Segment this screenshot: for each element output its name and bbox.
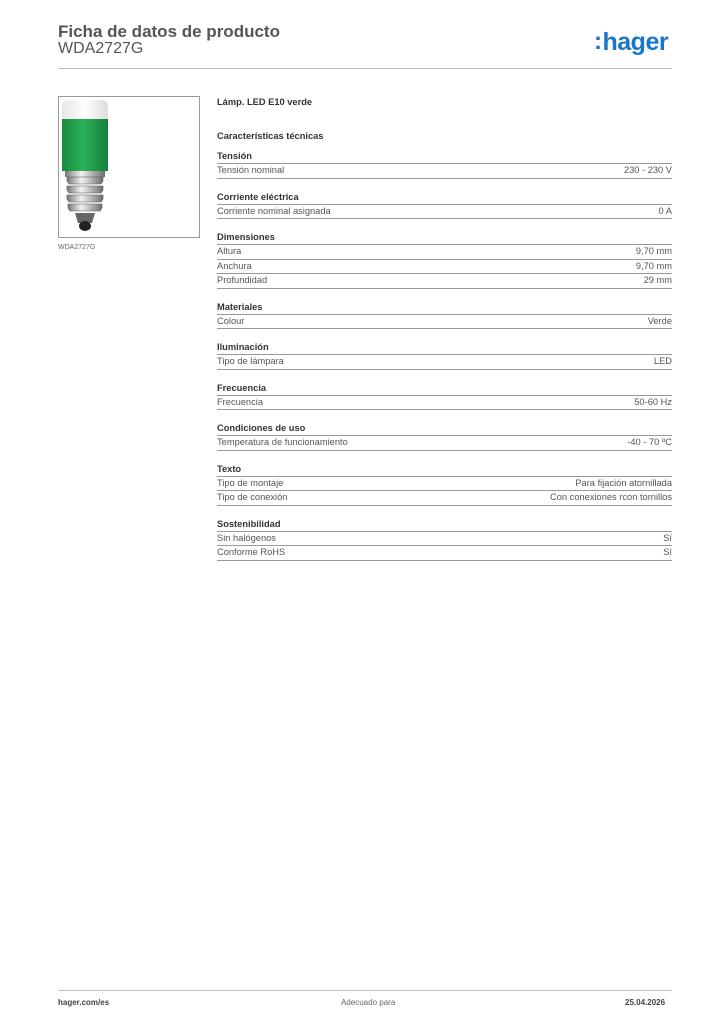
spec-row (217, 477, 672, 492)
spec-value: 0 A (658, 205, 672, 216)
spec-value: Verde (647, 315, 672, 326)
section-title: Sostenibilidad (217, 518, 672, 532)
spec-row (217, 315, 672, 330)
spec-value: Sí (663, 547, 672, 557)
product-image (58, 96, 200, 238)
section-title: Corriente eléctrica (217, 191, 672, 205)
product-code: WDA2727G (58, 40, 144, 57)
spec-label: Anchura (217, 260, 252, 271)
spec-label: Corriente nominal asignada (217, 205, 331, 216)
spec-label: Tipo de montaje (217, 477, 284, 488)
spec-row (217, 355, 672, 370)
spec-label: Sin halógenos (217, 532, 276, 543)
spec-value: 9,70 mm (635, 260, 672, 271)
header-divider (58, 68, 672, 69)
section-title: Dimensiones (217, 231, 672, 245)
footer-date: 25.04.2026 (625, 998, 666, 1007)
spec-section (217, 301, 672, 330)
spec-section (217, 150, 672, 179)
spec-value: 230 - 230 V (623, 165, 672, 175)
spec-value: -40 - 70 ºC (627, 437, 672, 447)
spec-value: 29 mm (643, 275, 672, 285)
spec-row (217, 205, 672, 220)
spec-label: Tensión nominal (217, 165, 285, 175)
footer-website: hager.com/es (58, 998, 110, 1007)
spec-label: Conforme RoHS (217, 547, 286, 557)
spec-row (217, 396, 672, 411)
logo-text: hager (602, 28, 669, 56)
spec-section (217, 518, 672, 561)
spec-section (217, 341, 672, 370)
spec-value: Sí (663, 532, 672, 543)
section-title: Materiales (217, 301, 672, 315)
section-title: Iluminación (217, 341, 672, 355)
footer-suitable-for: Adecuado para (341, 998, 396, 1007)
spec-row (217, 260, 672, 275)
footer-divider (58, 990, 672, 991)
spec-row (217, 164, 672, 179)
product-name: Lámp. LED E10 verde (217, 97, 313, 107)
spec-label: Colour (217, 315, 245, 326)
spec-label: Tipo de conexión (217, 492, 288, 502)
spec-section (217, 382, 672, 411)
spec-section (217, 191, 672, 220)
image-caption: WDA2727G (58, 244, 96, 251)
section-title: Tensión (217, 150, 672, 164)
spec-value: Con conexiones rcon tornillos (550, 492, 672, 502)
spec-section (217, 231, 672, 289)
section-title: Texto (217, 463, 672, 477)
spec-row (217, 436, 672, 451)
spec-row (217, 532, 672, 547)
spec-value: Para fijación atornillada (575, 477, 672, 488)
technical-characteristics-title: Características técnicas (217, 131, 324, 141)
document-title: Ficha de datos de producto (58, 22, 280, 41)
spec-row (217, 245, 672, 260)
spec-label: Frecuencia (217, 396, 263, 407)
spec-section (217, 463, 672, 506)
spec-sections (217, 150, 672, 561)
spec-section (217, 422, 672, 451)
spec-label: Altura (217, 246, 242, 256)
spec-row (217, 274, 672, 289)
spec-label: Temperatura de funcionamiento (217, 437, 348, 447)
spec-value: 9,70 mm (635, 246, 672, 256)
spec-value: LED (653, 356, 672, 366)
section-title: Frecuencia (217, 382, 672, 396)
spec-row (217, 546, 672, 561)
spec-value: 50-60 Hz (634, 396, 672, 407)
spec-row (217, 491, 672, 506)
product-specs (217, 96, 672, 573)
lamp-illustration (59, 97, 199, 237)
spec-label: Profundidad (217, 275, 268, 285)
spec-label: Tipo de lámpara (217, 356, 284, 366)
section-title: Condiciones de uso (217, 422, 672, 436)
hager-logo: :hager (594, 28, 669, 56)
